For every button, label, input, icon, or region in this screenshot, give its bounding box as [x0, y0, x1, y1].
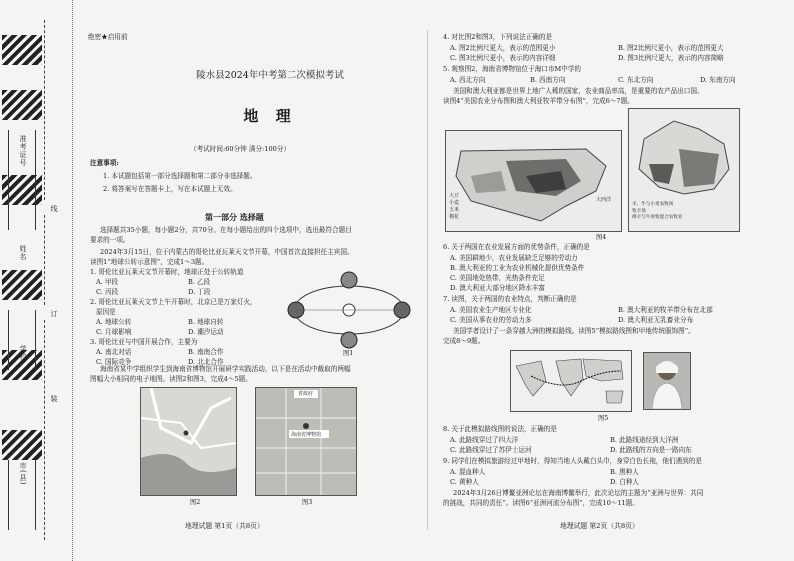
question-lead: 海南省某中学组织学生到海南省博物馆开展研学实践活动，以下是在活动中截取的两幅 — [100, 365, 351, 373]
legend-item-corn: 玉米 — [449, 207, 460, 213]
q9-option: D. 白种人 — [610, 478, 640, 486]
question-lead: 读图1“地球公转示意图”，完成1～3题。 — [90, 258, 209, 266]
question-lead: 读图4“美国农业分布图和澳大利亚牧羊带分布图”，完成6～7题。 — [443, 97, 634, 105]
question-lead: 2024年3月15日，位于内蒙古的哥伦比亚瓦莱天文节开幕，中国首次直接担任主宾国。 — [100, 248, 354, 256]
q3-option: C. 国际竞争 — [96, 358, 132, 366]
q3-option: D. 北北合作 — [188, 358, 224, 366]
q4-option: D. 图3比例尺更大，表示的内容简略 — [618, 54, 724, 62]
q9-option: B. 黑种人 — [610, 468, 639, 476]
notice-item: 1. 本试题包括第一部分选择题和第二部分非选择题。 — [103, 172, 257, 180]
legend-item-wheat: 小麦 — [449, 200, 460, 206]
question-lead: 完成8～9题。 — [443, 337, 485, 345]
cut-line — [44, 20, 45, 200]
strip-edge — [72, 0, 73, 561]
cut-line — [44, 320, 45, 540]
q1-option: D. 丁段 — [188, 288, 211, 296]
fig4-legend — [449, 193, 459, 221]
q2-option: C. 月球影响 — [96, 328, 132, 336]
page-divider — [427, 30, 428, 530]
q8-option: B. 此路线途经到大洋洲 — [610, 436, 679, 444]
question-lead: 美国学者设计了一条穿越大洲的模拟路线。读图5“模拟路线图和甲地传统服饰图”。 — [453, 327, 695, 335]
q2-stem: 原因是 — [96, 308, 116, 316]
figure-4-australia-map — [628, 108, 740, 232]
q7-stem: 7. 读图，关于两国的农业特点，判断正确的是 — [443, 295, 577, 303]
figure-1-caption: 图1 — [343, 350, 354, 357]
q9-option: C. 黄种人 — [450, 478, 479, 486]
q5-option: A. 西北方向 — [450, 76, 486, 84]
exam-number-label: 准考证号 — [19, 135, 27, 167]
figure-1-orbit — [282, 268, 417, 353]
q1-option: B. 乙段 — [188, 278, 211, 286]
q5-stem: 5. 观察图2，海南省博物馆位于海口市M中学的 — [443, 65, 582, 73]
fig3-label-museum: 海南省博物馆 — [291, 432, 322, 438]
q3-option: B. 南南合作 — [188, 348, 224, 356]
figure-3-caption: 图3 — [302, 499, 313, 506]
q8-option: D. 此路线的方向是一路向东 — [610, 446, 692, 454]
hatch-block — [2, 430, 42, 460]
q7-option: D. 澳大利亚无乳畜业分布 — [618, 316, 694, 324]
q1-stem: 1. 哥伦比亚瓦莱天文节开幕时，地球正处于公转轨道 — [90, 268, 244, 276]
figure-3-map — [255, 387, 357, 496]
q1-option: A. 甲段 — [96, 278, 119, 286]
q7-option: B. 澳大利亚的牧羊带分布在北部 — [618, 306, 713, 314]
fig3-label-gov: 省政府 — [298, 391, 314, 397]
question-lead: 2024年3月26日博鳌亚洲论坛在海南博鳌举行，此次论坛的主题为“亚洲与世界：共同 — [453, 489, 704, 497]
fig4-au-legend — [632, 202, 683, 222]
figure-5-caption: 图5 — [598, 415, 609, 422]
q7-option: A. 美国农业生产地区专业化 — [450, 306, 532, 314]
au-legend-item: 牧羊场 — [632, 208, 646, 214]
hatch-block — [2, 35, 42, 65]
figure-2-caption: 图2 — [190, 499, 201, 506]
q5-option: D. 东南方向 — [700, 76, 736, 84]
fold-marker: 装 — [50, 395, 58, 403]
q6-option: B. 澳大利亚的工业为农业机械化提供优势条件 — [450, 264, 585, 272]
line-marker: 线 — [50, 205, 58, 213]
q6-option: D. 澳大利亚大部分地区降水丰富 — [450, 284, 545, 292]
subject-title: 地 理 — [243, 107, 297, 125]
q5-option: C. 东北方向 — [618, 76, 654, 84]
au-legend-item: 羊、牛与小麦农牧场 — [632, 202, 674, 207]
legend-item-soy: 大豆 — [449, 193, 460, 199]
q3-stem: 3. 哥伦比亚与中国开展合作，主要为 — [90, 338, 198, 346]
q2-option: A. 地球公转 — [96, 318, 132, 326]
q6-option: A. 美国耕地少，农业发展缺乏足够的劳动力 — [450, 254, 578, 262]
secret-mark: 绝密★启用前 — [88, 33, 128, 41]
figure-5-person-photo — [643, 352, 691, 410]
q4-option: C. 图3比例尺更小，表示的内容详细 — [450, 54, 556, 62]
figure-4-caption: 图4 — [596, 234, 607, 241]
q5-option: B. 西南方向 — [530, 76, 566, 84]
part1-intro: 要求的一项。 — [90, 236, 130, 244]
part1-intro: 选择题共35小题，每小题2分，共70分。在每小题给出的四个选项中，选出最符合题目 — [100, 226, 352, 234]
au-legend-item: 绵羊与牛放牧混合农牧业 — [632, 215, 683, 220]
city-label: 市(县) — [19, 462, 27, 486]
legend-item-cotton: 棉花 — [449, 214, 460, 220]
cut-line — [44, 215, 45, 305]
question-lead: 图幅大小相同的电子地图。读图2和图3，完成4～5题。 — [90, 375, 252, 383]
figure-2-map — [140, 387, 237, 496]
hatch-block — [2, 90, 42, 120]
name-label: 姓名 — [19, 245, 27, 261]
q2-option: D. 潮汐运动 — [188, 328, 224, 336]
q4-stem: 4. 对比图2和图3，下列说法正确的是 — [443, 33, 553, 41]
q6-option: C. 美国地处热带，光热条件充足 — [450, 274, 545, 282]
hatch-block — [2, 270, 42, 300]
binding-strip — [0, 0, 78, 561]
q3-option: A. 南北对话 — [96, 348, 132, 356]
write-box — [8, 310, 36, 370]
q8-stem: 8. 关于此模拟路线图的说法，正确的是 — [443, 425, 557, 433]
q2-stem: 2. 哥伦比亚瓦莱天文节上午开幕时，北京已是万家灯火， — [90, 298, 257, 306]
exam-title: 陵水县2024年中考第二次模拟考试 — [196, 70, 344, 81]
q8-option: A. 此路线穿过了四大洋 — [450, 436, 519, 444]
question-lead: 美国和澳大利亚都是世界上地广人稀的国家，农业商品率高，是重要的农产品出口国。 — [453, 87, 704, 95]
q4-option: B. 图2比例尺更小，表示的范围更大 — [618, 44, 724, 52]
q9-stem: 9. 同学们在模拟旅游经过甲地时，得知当地人头戴白头巾，身穿白色长袍，他们遇到的是 — [443, 457, 702, 465]
q4-option: A. 图2比例尺更大，表示的范围更小 — [450, 44, 556, 52]
q8-option: C. 此路线穿过了苏伊士运河 — [450, 446, 532, 454]
q6-stem: 6. 关于两国在农业发展方面的优势条件，正确的是 — [443, 243, 590, 251]
q1-option: C. 丙段 — [96, 288, 119, 296]
notice-heading: 注意事项: — [90, 159, 119, 167]
part1-heading: 第一部分 选择题 — [205, 212, 264, 222]
right-page-footer: 地理试题 第2页（共8页） — [560, 522, 639, 530]
left-page-footer: 地理试题 第1页（共8页） — [185, 522, 264, 530]
q9-option: A. 混血种人 — [450, 468, 486, 476]
q7-option: C. 美国从事农业的劳动力多 — [450, 316, 532, 324]
notice-item: 2. 将答案写在答题卡上，写在本试题上无效。 — [103, 185, 237, 193]
school-label: 学校 — [19, 345, 27, 361]
figure-4-us-map — [445, 130, 622, 232]
q2-option: B. 地球自转 — [188, 318, 224, 326]
question-lead: 的挑战，共同的责任”。读图6“亚洲河流分布图”，完成10～11题。 — [443, 499, 639, 507]
fig4-ocean-label: 大西洋 — [596, 197, 612, 203]
time-info: （考试时间:60分钟 满分:100分） — [190, 145, 291, 153]
figure-5-route-map — [510, 350, 632, 412]
bind-marker: 订 — [50, 310, 58, 318]
